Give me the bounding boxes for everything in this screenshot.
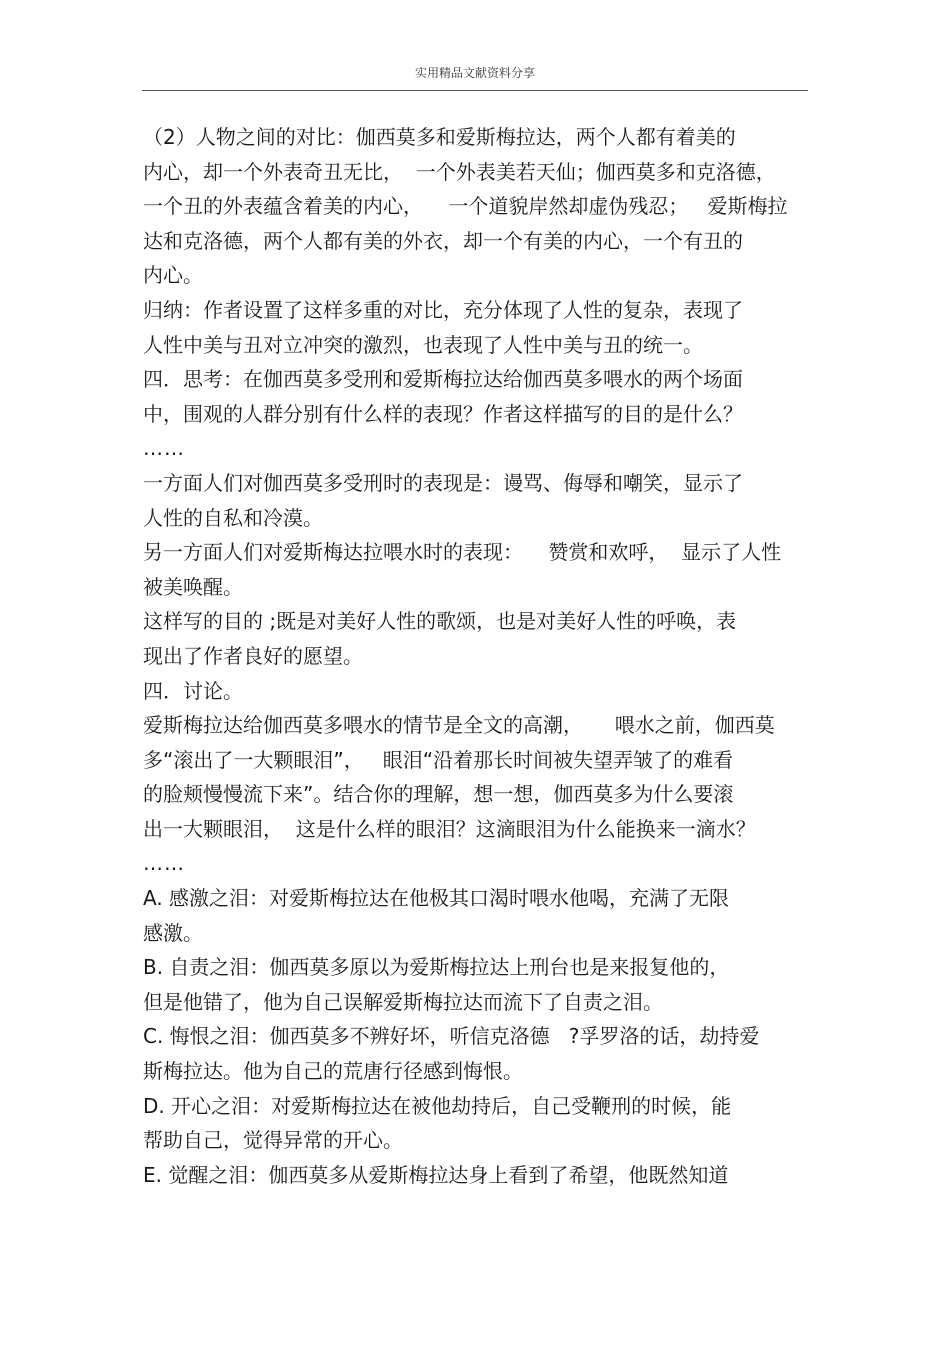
list-item-a: A. 感激之泪：对爱斯梅拉达在他极其口渴时喂水他喝，充满了无限 bbox=[143, 886, 730, 911]
text-line: 这样写的目的 ;既是对美好人性的歌颂，也是对美好人性的呼唤，表 bbox=[143, 609, 737, 634]
list-item-b: B. 自责之泪：伽西莫多原以为爱斯梅拉达上刑台也是来报复他的， bbox=[143, 955, 730, 980]
list-item-c: C. 悔恨之泪：伽西莫多不辨好坏，听信克洛德 ?孚罗洛的话，劫持爱 bbox=[143, 1024, 760, 1049]
text-line: 但是他错了，他为自己误解爱斯梅拉达而流下了自责之泪。 bbox=[143, 989, 663, 1014]
text-line: （2）人物之间的对比：伽西莫多和爱斯梅拉达，两个人都有着美的 bbox=[143, 125, 736, 149]
header-divider bbox=[142, 90, 808, 91]
text-line: 归纳：作者设置了这样多重的对比，充分体现了人性的复杂，表现了 bbox=[143, 297, 743, 322]
ellipsis-line: …… bbox=[143, 436, 185, 461]
text-line: 感激。 bbox=[143, 920, 203, 945]
text-line: 出一大颗眼泪， 这是什么样的眼泪？这滴眼泪为什么能换来一滴水？ bbox=[143, 816, 756, 841]
text-line: 四．思考：在伽西莫多受刑和爱斯梅拉达给伽西莫多喂水的两个场面 bbox=[143, 367, 743, 392]
document-body bbox=[143, 120, 823, 1192]
text-line: 帮助自己，觉得异常的开心。 bbox=[143, 1128, 403, 1153]
text-line: 多“滚出了一大颗眼泪”， 眼泪“沿着那长时间被失望弄皱了的难看 bbox=[143, 747, 734, 772]
text-line: 内心，却一个外表奇丑无比， 一个外表美若天仙；伽西莫多和克洛德， bbox=[143, 159, 776, 184]
text-line: 一方面人们对伽西莫多受刑时的表现是：谩骂、侮辱和嘲笑，显示了 bbox=[143, 470, 743, 495]
page-header: 实用精品文献资料分享 bbox=[414, 66, 535, 80]
text-line: 内心。 bbox=[143, 263, 203, 288]
text-line: 爱斯梅拉达给伽西莫多喂水的情节是全文的高潮， 喂水之前，伽西莫 bbox=[143, 713, 775, 738]
text-line: 一个丑的外表蕴含着美的内心， 一个道貌岸然却虚伪残忍； 爱斯梅拉 bbox=[143, 194, 788, 219]
text-line: 达和克洛德，两个人都有美的外衣，却一个有美的内心，一个有丑的 bbox=[143, 228, 743, 253]
list-item-d: D. 开心之泪：对爱斯梅拉达在被他劫持后，自己受鞭刑的时候，能 bbox=[143, 1093, 732, 1118]
text-line: 中，围观的人群分别有什么样的表现？作者这样描写的目的是什么？ bbox=[143, 401, 743, 426]
ellipsis-line: …… bbox=[143, 851, 185, 876]
text-line: 人性中美与丑对立冲突的激烈，也表现了人性中美与丑的统一。 bbox=[143, 332, 703, 357]
text-line: 被美唤醒。 bbox=[143, 574, 243, 599]
text-line: 现出了作者良好的愿望。 bbox=[143, 643, 363, 668]
text-line: 人性的自私和冷漠。 bbox=[143, 505, 323, 530]
text-line: 四．讨论。 bbox=[143, 678, 243, 703]
text-line: 另一方面人们对爱斯梅达拉喂水时的表现： 赞赏和欢呼， 显示了人性 bbox=[143, 540, 782, 565]
list-item-e: E. 觉醒之泪：伽西莫多从爱斯梅拉达身上看到了希望，他既然知道 bbox=[143, 1162, 729, 1187]
text-line: 的脸颊慢慢流下来”。结合你的理解，想一想，伽西莫多为什么要滚 bbox=[143, 782, 734, 807]
text-line: 斯梅拉达。他为自己的荒唐行径感到悔恨。 bbox=[143, 1059, 523, 1084]
